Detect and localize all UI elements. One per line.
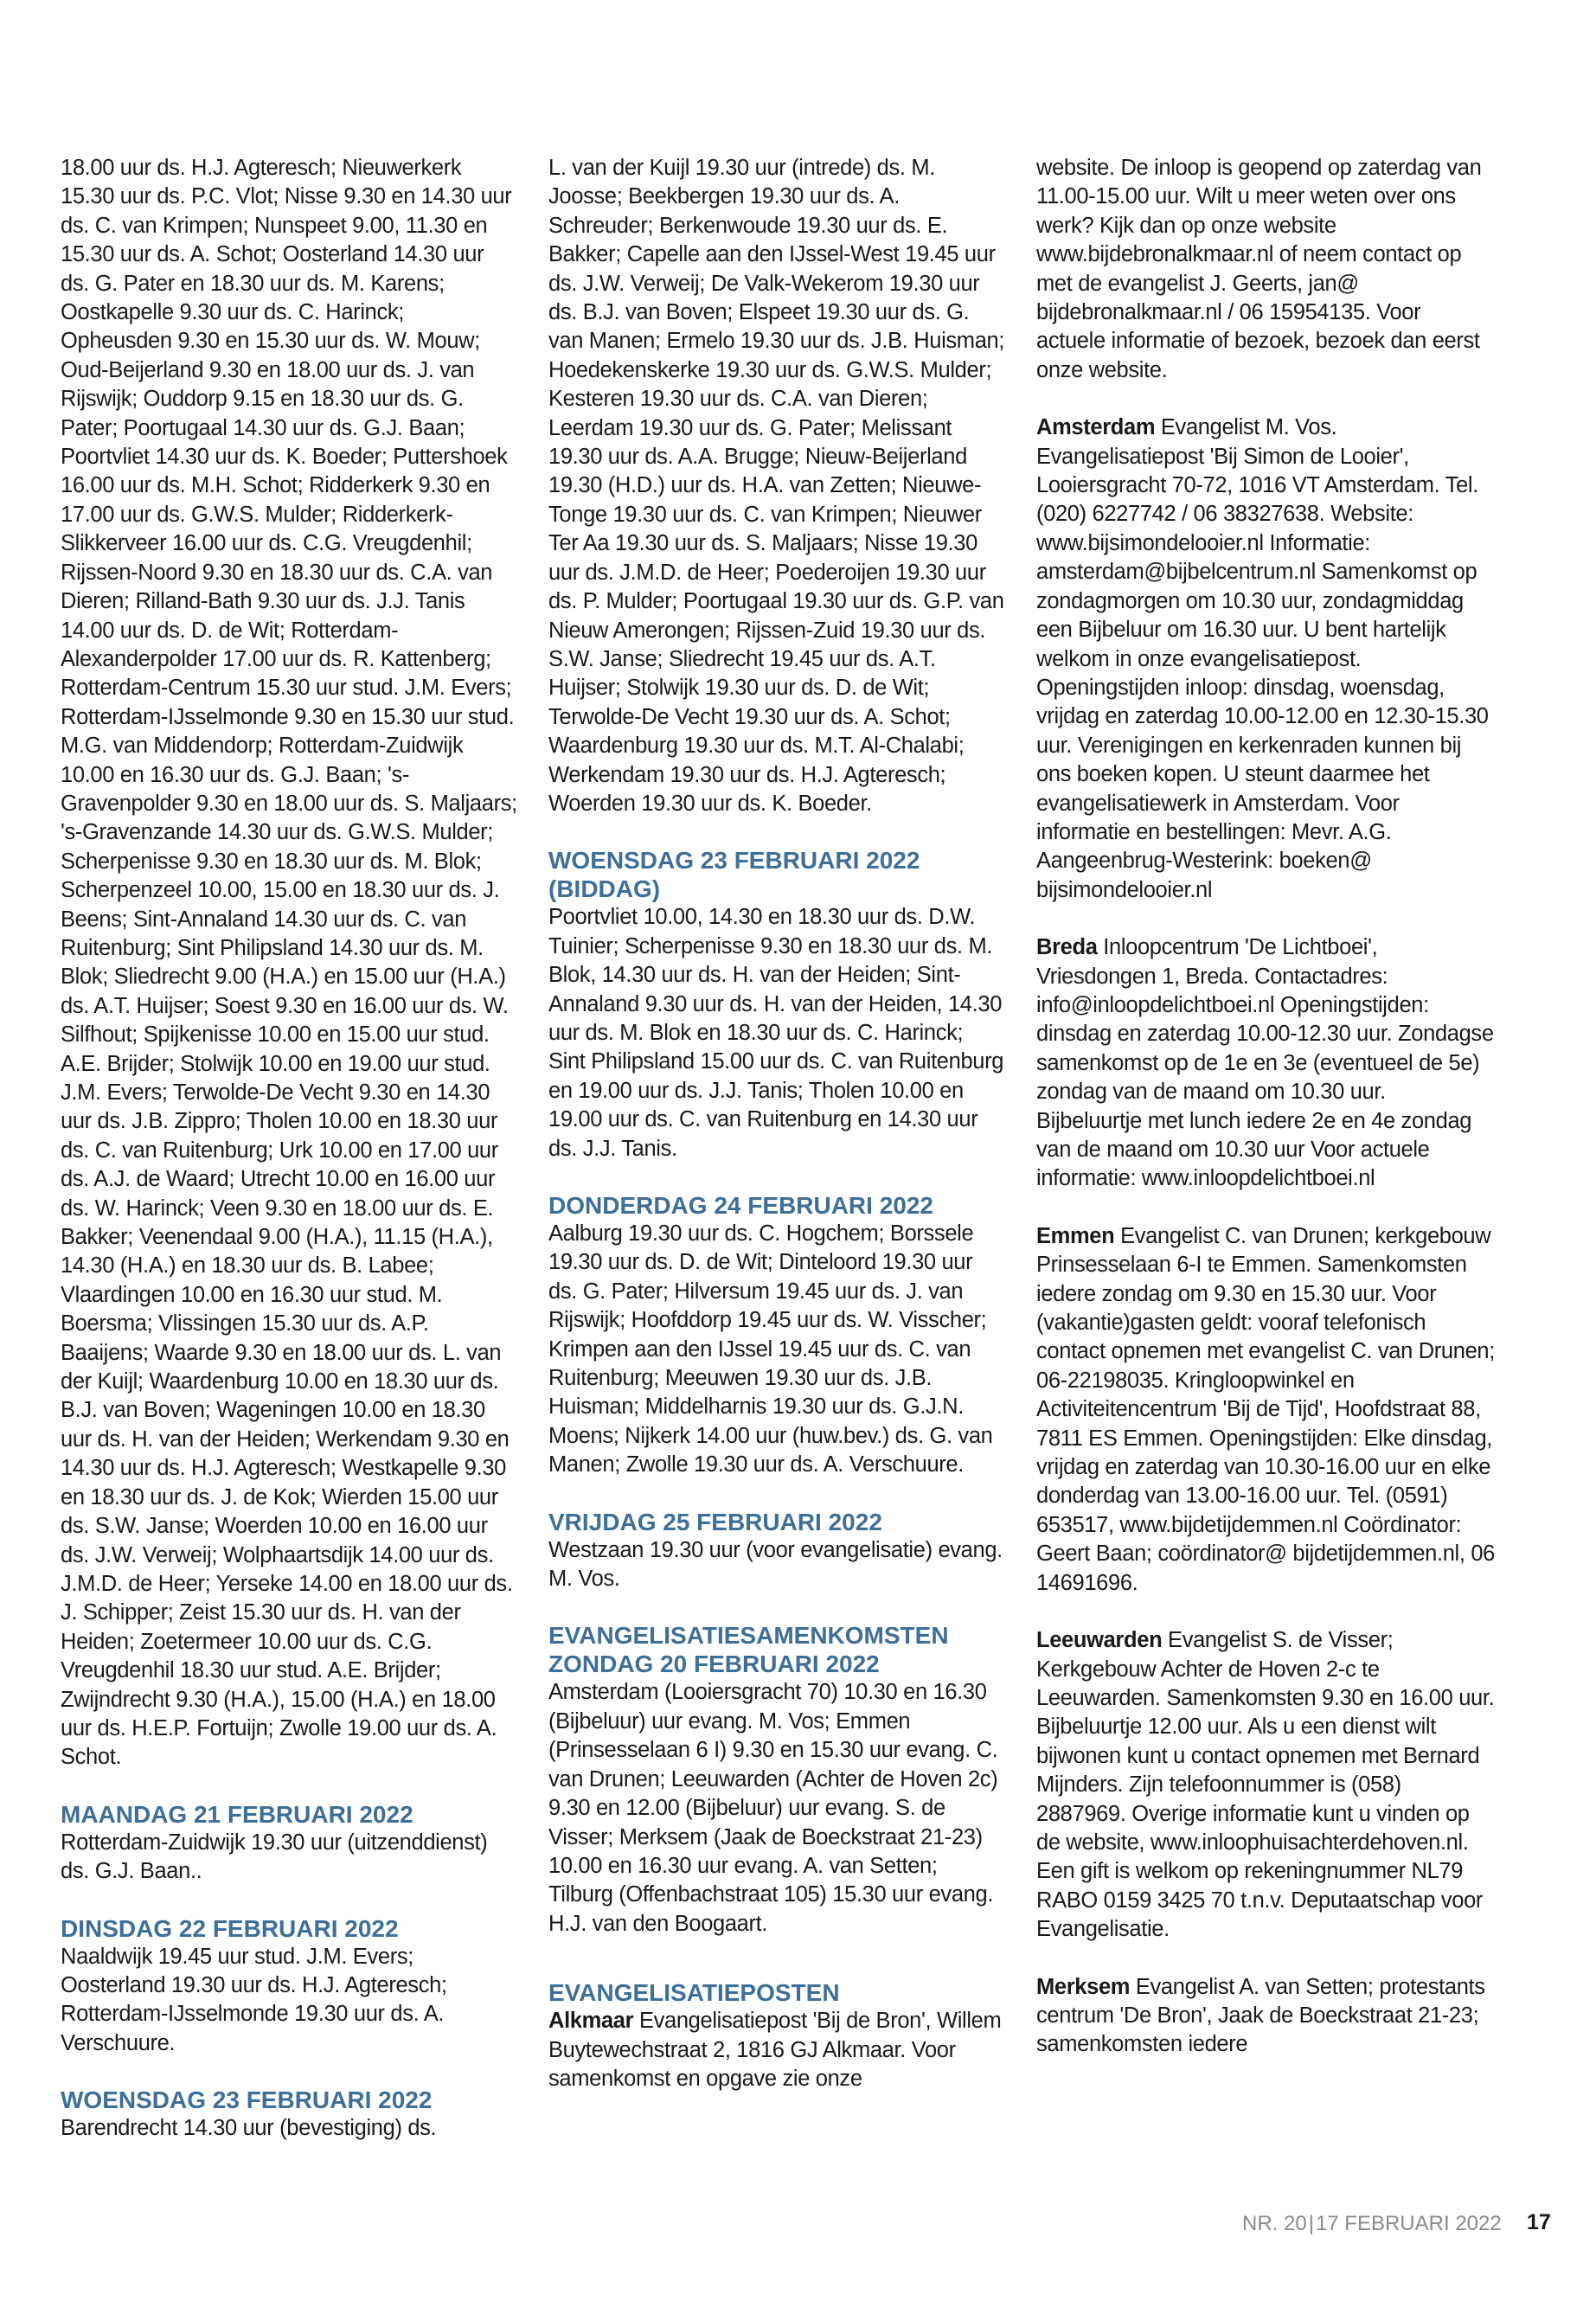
post-breda-name: Breda (1036, 935, 1098, 960)
post-emmen-text: Evangelist C. van Drunen; kerkgebouw Prinsesselaan 6-I te Emmen. Samenkomsten iedere zondag om 9.30 en 15.30 uur. Voor (vakantie)gasten geldt: vooraf telefonisch contact opnemen met evangelist C. van Drunen; 06-22198035. Kringloopwinkel en Activiteitencentrum 'Bij de Tijd', Hoofdstraat 88, 7811 ES Emmen. Openingstijden: Elke dinsdag, vrijdag en zaterdag van 10.30-16.00 uur en elke donderdag van 13.00-16.00 uur. Tel. (0591) 653517, www.bijdetijdemmen.nl Coördinator: Geert Baan; coördinator@ bijdetijdemmen.nl, 06 14691696. (1036, 1223, 1495, 1595)
heading-biddag-date: WOENSDAG 23 FEBRUARI 2022 (548, 847, 920, 875)
service-list-biddag: Poortvliet 10.00, 14.30 en 18.30 uur ds. D.W. Tuinier; Scherpenisse 9.30 en 18.30 uur ds. M. Blok, 14.30 uur ds. H. van der Heiden; Sint-Annaland 9.30 uur ds. H. van der Heiden, 14.30 uur ds. M. Blok en 18.30 uur ds. C. Harinck; Sint Philipsland 15.00 uur ds. C. van Ruitenburg en 19.00 uur ds. J.J. Tanis; Tholen 10.00 en 19.00 uur ds. C. van Ruitenburg en 14.30 uur ds. J.J. Tanis. (548, 905, 1004, 1161)
column-middle (548, 154, 1005, 2093)
column-left (61, 154, 517, 2144)
heading-donderdag: DONDERDAG 24 FEBRUARI 2022 (548, 1192, 933, 1219)
heading-biddag-label: (BIDDAG) (548, 875, 661, 903)
post-alkmaar-name: Alkmaar (548, 2009, 634, 2034)
page-number: 17 (1527, 2210, 1551, 2234)
post-merksem-name: Merksem (1036, 1974, 1131, 1999)
post-emmen-name: Emmen (1036, 1223, 1115, 1248)
post-emmen (1036, 1222, 1495, 1598)
heading-evangelisatieposten: EVANGELISATIEPOSTEN (548, 1979, 840, 2007)
evangelisatiesamenkomsten-list: Amsterdam (Looiersgracht 70) 10.30 en 16.30 (Bijbeluur) uur evang. M. Vos; Emmen (Prinsesselaan 6 I) 9.30 en 15.30 uur evang. C. van Drunen; Leeuwarden (Achter de Hoven 2c) 9.30 en 12.00 (Bijbeluur) uur evang. S. de Visser; Merksem (Jaak de Boeckstraat 21-23) 10.00 en 16.30 uur evang. A. van Setten; Tilburg (Offenbachstraat 105) 15.30 uur evang. H.J. van den Boogaart. (548, 1680, 998, 1936)
service-list-sunday-continued: 18.00 uur ds. H.J. Agteresch; Nieuwerkerk 15.30 uur ds. P.C. Vlot; Nisse 9.30 en 14.30 uur ds. C. van Krimpen; Nunspeet 9.00, 11.30 en 15.30 uur ds. A. Schot; Oosterland 14.30 uur ds. G. Pater en 18.30 uur ds. M. Karens; Oostkapelle 9.30 uur ds. C. Harinck; Opheusden 9.30 en 15.30 uur ds. W. Mouw; Oud-Beijerland 9.30 en 18.00 uur ds. J. van Rijswijk; Ouddorp 9.15 en 18.30 uur ds. G. Pater; Poortugaal 14.30 uur ds. G.J. Baan; Poortvliet 14.30 uur ds. K. Boeder; Puttershoek 16.00 uur ds. M.H. Schot; Ridderkerk 9.30 en 17.00 uur ds. G.W.S. Mulder; Ridderkerk-Slikkerveer 16.00 uur ds. C.G. Vreugdenhil; Rijssen-Noord 9.30 en 18.30 uur ds. C.A. van Dieren; Rilland-Bath 9.30 uur ds. J.J. Tanis 14.00 uur ds. D. de Wit; Rotterdam-Alexanderpolder 17.00 uur ds. R. Kattenberg; Rotterdam-Centrum 15.30 uur stud. J.M. Evers; Rotterdam-IJsselmonde 9.30 en 15.30 uur stud. M.G. van Middendorp; Rotterdam-Zuidwijk 10.00 en 16.30 uur ds. G.J. Baan; 's-Gravenpolder 9.30 en 18.00 uur ds. S. Maljaars; 's-Gravenzande 14.30 uur ds. G.W.S. Mulder; Scherpenisse 9.30 en 18.30 uur ds. M. Blok; Scherpenzeel 10.00, 15.00 en 18.30 uur ds. J. Beens; Sint-Annaland 14.30 uur ds. C. van Ruitenburg; Sint Philipsland 14.30 uur ds. M. Blok; Sliedrecht 9.00 (H.A.) en 15.00 uur (H.A.) ds. A.T. Huijser; Soest 9.30 en 16.00 uur ds. W. Silfhout; Spijkenisse 10.00 en 15.00 uur stud. A.E. Brijder; Stolwijk 10.00 en 19.00 uur stud. J.M. Evers; Terwolde-De Vecht 9.30 en 14.30 uur ds. J.B. Zippro; Tholen 10.00 en 18.30 uur ds. C. van Ruitenburg; Urk 10.00 en 17.00 uur ds. A.J. de Waard; Utrecht 10.00 en 16.00 uur ds. W. Harinck; Veen 9.30 en 18.00 uur ds. E. Bakker; Veenendaal 9.00 (H.A.), 11.15 (H.A.), 14.30 (H.A.) en 18.30 uur ds. B. Labee; Vlaardingen 10.00 en 16.30 uur stud. M. Boersma; Vlissingen 15.30 uur ds. A.P. Baaijens; Waarde 9.30 en 18.00 uur ds. L. van der Kuijl; Waardenburg 10.00 en 18.30 uur ds. B.J. van Boven; Wageningen 10.00 en 18.30 uur ds. H. van der Heiden; Werkendam 9.30 en 14.30 uur ds. H.J. Agteresch; Westkapelle 9.30 en 18.30 uur ds. J. de Kok; Wierden 15.00 uur ds. S.W. Janse; Woerden 10.00 en 16.00 uur ds. J.W. Verweij; Wolphaartsdijk 14.00 uur ds. J.M.D. de Heer; Yerseke 14.00 en 18.00 uur ds. J. Schipper; Zeist 15.30 uur ds. H. van der Heiden; Zoetermeer 10.00 uur ds. C.G. Vreugdenhil 18.30 uur stud. A.E. Brijder; Zwijndrecht 9.30 (H.A.), 15.00 (H.A.) en 18.00 uur ds. H.E.P. Fortuijn; Zwolle 19.00 uur ds. A. Schot. (61, 156, 517, 1770)
post-amsterdam (1036, 413, 1495, 905)
service-list-vrijdag: Westzaan 19.30 uur (voor evangelisatie) evang. M. Vos. (548, 1537, 1003, 1592)
service-list-dinsdag: Naaldwijk 19.45 uur stud. J.M. Evers; Oosterland 19.30 uur ds. H.J. Agteresch; Rotterdam-IJsselmonde 19.30 uur ds. A. Verschuure. (61, 1944, 447, 2055)
post-amsterdam-name: Amsterdam (1036, 415, 1156, 440)
service-list-donderdag: Aalburg 19.30 uur ds. C. Hogchem; Borssele 19.30 uur ds. D. de Wit; Dinteloord 19.30 uur ds. G. Pater; Hilversum 19.45 uur ds. J. van Rijswijk; Hoofddorp 19.45 uur ds. W. Visscher; Krimpen aan den IJssel 19.45 uur ds. C. van Ruitenburg; Meeuwen 19.30 uur ds. J.B. Huisman; Middelharnis 19.30 uur ds. G.J.N. Moens; Nijkerk 14.00 uur (huw.bev.) ds. G. van Manen; Zwolle 19.30 uur ds. A. Verschuure. (548, 1221, 993, 1477)
footer-separator: | (1308, 2212, 1314, 2235)
heading-evangelisatiesamenkomsten (548, 1621, 1005, 1678)
post-alkmaar (548, 2007, 1005, 2093)
service-list-woensdag-continued: L. van der Kuijl 19.30 uur (intrede) ds. M. Joosse; Beekbergen 19.30 uur ds. A. Schreuder; Berkenwoude 19.30 uur ds. E. Bakker; Capelle aan den IJssel-West 19.45 uur ds. J.W. Verweij; De Valk-Wekerom 19.30 uur ds. B.J. van Boven; Elspeet 19.30 uur ds. G. van Manen; Ermelo 19.30 uur ds. J.B. Huisman; Hoedekenskerke 19.30 uur ds. G.W.S. Mulder; Kesteren 19.30 uur ds. C.A. van Dieren; Leerdam 19.30 uur ds. G. Pater; Melissant 19.30 uur ds. A.A. Brugge; Nieuw-Beijerland 19.30 (H.D.) uur ds. H.A. van Zetten; Nieuwe-Tonge 19.30 uur ds. C. van Krimpen; Nieuwer Ter Aa 19.30 uur ds. S. Maljaars; Nisse 19.30 uur ds. J.M.D. de Heer; Poederoijen 19.30 uur ds. P. Mulder; Poortugaal 19.30 uur ds. G.P. van Nieuw Amerongen; Rijssen-Zuid 19.30 uur ds. S.W. Janse; Sliedrecht 19.45 uur ds. A.T. Huijser; Stolwijk 19.30 uur ds. D. de Wit; Terwolde-De Vecht 19.30 uur ds. A. Schot; Waardenburg 19.30 uur ds. M.T. Al-Chalabi; Werkendam 19.30 uur ds. H.J. Agteresch; Woerden 19.30 uur ds. K. Boeder. (548, 156, 1005, 816)
heading-dinsdag: DINSDAG 22 FEBRUARI 2022 (61, 1914, 399, 1942)
heading-woensdag: WOENSDAG 23 FEBRUARI 2022 (61, 2086, 433, 2114)
service-list-woensdag: Barendrecht 14.30 uur (bevestiging) ds. (61, 2116, 437, 2141)
post-merksem-text: Evangelist A. van Setten; protestants centrum 'De Bron', Jaak de Boeckstraat 21-23; samenkomsten iedere (1036, 1974, 1485, 2057)
post-alkmaar-text: Evangelisatiepost 'Bij de Bron', Willem Buytewechstraat 2, 1816 GJ Alkmaar. Voor samenkomst en opgave zie onze (548, 2009, 1002, 2091)
post-leeuwarden (1036, 1626, 1495, 1944)
post-leeuwarden-name: Leeuwarden (1036, 1628, 1163, 1653)
heading-maandag: MAANDAG 21 FEBRUARI 2022 (61, 1800, 413, 1828)
heading-evsam-title: EVANGELISATIESAMENKOMSTEN (548, 1622, 949, 1650)
column-right (1036, 154, 1495, 2060)
footer-issue: NR. 20 (1242, 2212, 1307, 2235)
post-breda-text: Inloopcentrum 'De Lichtboei', Vriesdongen 1, Breda. Contactadres: info@inloopdelichtboei.nl Openingstijden: dinsdag en zaterdag 10.00-12.30 uur. Zondagse samenkomst op de 1e en 3e (eventueel de 5e) zondag van de maand om 10.30 uur. Bijbeluurtje met lunch iedere 2e en 4e zondag van de maand om 10.30 uur Voor actuele informatie: www.inloopdelichtboei.nl (1036, 935, 1494, 1191)
post-amsterdam-text: Evangelist M. Vos. Evangelisatiepost 'Bij Simon de Looier', Looiersgracht 70-72, 1016 VT Amsterdam. Tel. (020) 6227742 / 06 38327638. Website: www.bijsimondelooier.nl Informatie: amsterdam@bijbelcentrum.nl Samenkomst op zondagmorgen om 10.30 uur, zondagmiddag een Bijbeluur om 16.30 uur. U bent hartelijk welkom in onze evangelisatiepost. Openingstijden inloop: dinsdag, woensdag, vrijdag en zaterdag 10.00-12.00 en 12.30-15.30 uur. Verenigingen en kerkenraden kunnen bij ons boeken kopen. U steunt daarmee het evangelisatiewerk in Amsterdam. Voor informatie en bestellingen: Mevr. A.G. Aangeenbrug-Westerink: boeken@ bijsimondelooier.nl (1036, 415, 1489, 902)
post-merksem (1036, 1973, 1495, 2060)
post-alkmaar-continued: website. De inloop is geopend op zaterdag van 11.00-15.00 uur. Wilt u meer weten over ons werk? Kijk dan op onze website www.bijdebronalkmaar.nl of neem contact op met de evangelist J. Geerts, jan@ bijdebronalkmaar.nl / 06 15954135. Voor actuele informatie of bezoek, bezoek dan eerst onze website. (1036, 156, 1482, 382)
footer-date: 17 FEBRUARI 2022 (1315, 2212, 1502, 2235)
service-list-maandag: Rotterdam-Zuidwijk 19.30 uur (uitzenddienst) ds. G.J. Baan.. (61, 1830, 488, 1884)
heading-biddag (548, 846, 1005, 903)
post-breda (1036, 933, 1495, 1194)
heading-vrijdag: VRIJDAG 25 FEBRUARI 2022 (548, 1508, 882, 1535)
heading-evsam-date: ZONDAG 20 FEBRUARI 2022 (548, 1650, 880, 1678)
page-footer (1242, 2212, 1502, 2236)
post-leeuwarden-text: Evangelist S. de Visser; Kerkgebouw Achter de Hoven 2-c te Leeuwarden. Samenkomsten 9.30 en 16.00 uur. Bijbeluurtje 12.00 uur. Als u een dienst wilt bijwonen kunt u contact opnemen met Bernard Mijnders. Zijn telefoonnummer is (058) 2887969. Overige informatie kunt u vinden op de website, www.inloophuisachterdehoven.nl. Een gift is welkom op rekeningnummer NL79 RABO 0159 3425 70 t.n.v. Deputaatschap voor Evangelisatie. (1036, 1628, 1495, 1942)
